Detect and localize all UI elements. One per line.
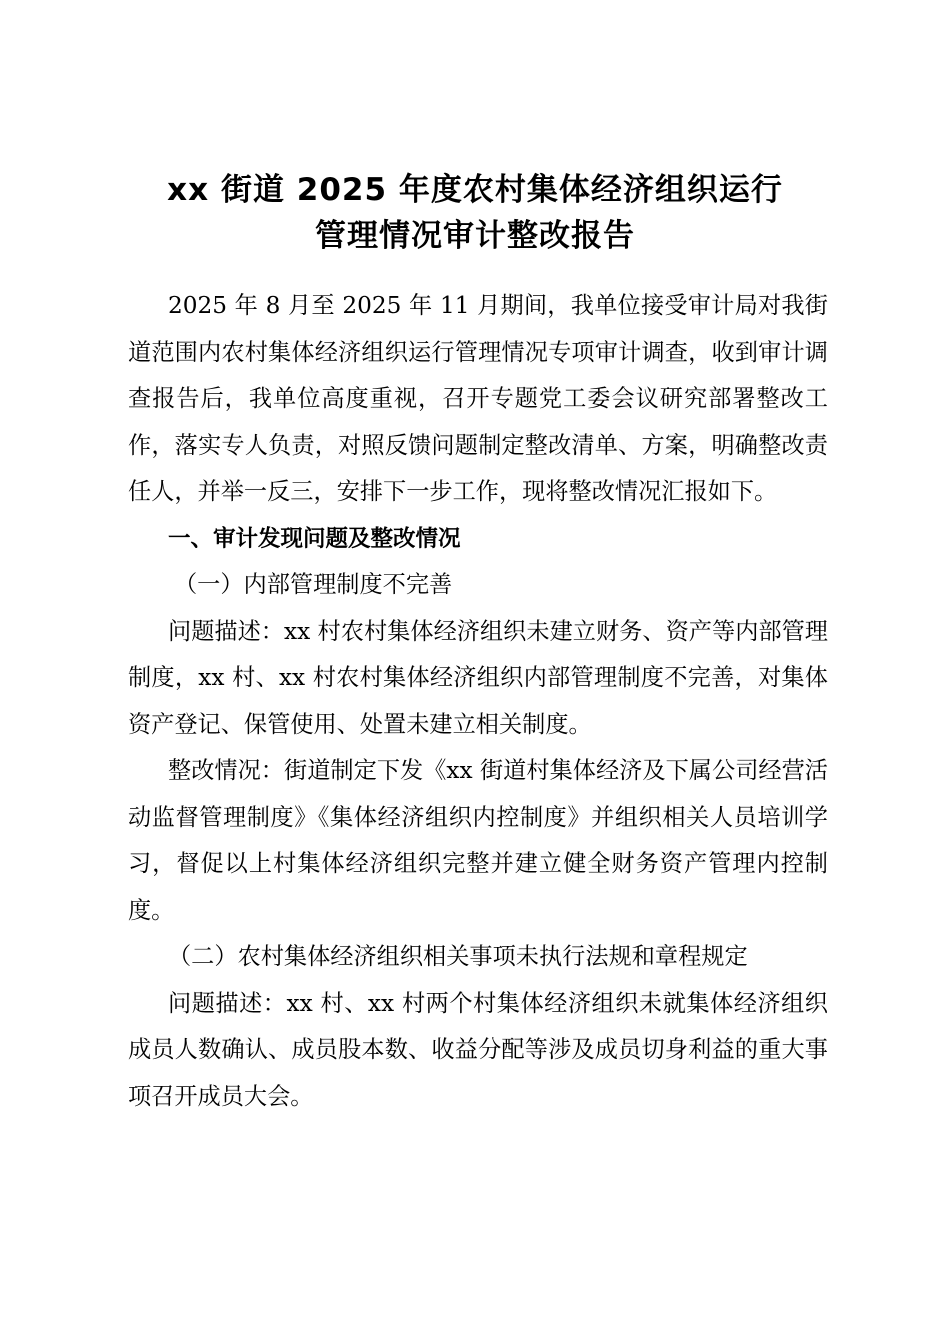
subsection-heading-1: （一）内部管理制度不完善 <box>174 571 453 598</box>
problem-description-2: 问题描述：xx 村、xx 村两个村集体经济组织未就集体经济组织成员人数确认、成员股本数、收益分配等涉及成员切身利益的重大事项召开成员大会。 <box>128 989 828 1110</box>
document-title-line1: xx 街道 2025 年度农村集体经济组织运行 <box>167 172 783 208</box>
section-heading-1: 一、审计发现问题及整改情况 <box>168 525 461 552</box>
problem-description-1: 问题描述：xx 村农村集体经济组织未建立财务、资产等内部管理制度，xx 村、xx 村农村集体经济组织内部管理制度不完善，对集体资产登记、保管使用、处置未建立相关制度。 <box>128 617 828 738</box>
intro-paragraph: 2025 年 8 月至 2025 年 11 月期间，我单位接受审计局对我街道范围内农村集体经济组织运行管理情况专项审计调查，收到审计调查报告后，我单位高度重视，召开专题党工委会议研究部署整改工作，落实专人负责，对照反馈问题制定整改清单、方案，明确整改责任人，并举一反三，安排下一步工作，现将整改情况汇报如下。 <box>128 292 828 505</box>
subsection-heading-2: （二）农村集体经济组织相关事项未执行法规和章程规定 <box>168 943 748 970</box>
document-body <box>128 283 828 1120</box>
document-title-line2: 管理情况审计整改报告 <box>315 218 635 254</box>
rectification-1: 整改情况：街道制定下发《xx 街道村集体经济及下属公司经营活动监督管理制度》《集体经济组织内控制度》并组织相关人员培训学习，督促以上村集体经济组织完整并建立健全财务资产管理内控制度。 <box>128 757 828 924</box>
